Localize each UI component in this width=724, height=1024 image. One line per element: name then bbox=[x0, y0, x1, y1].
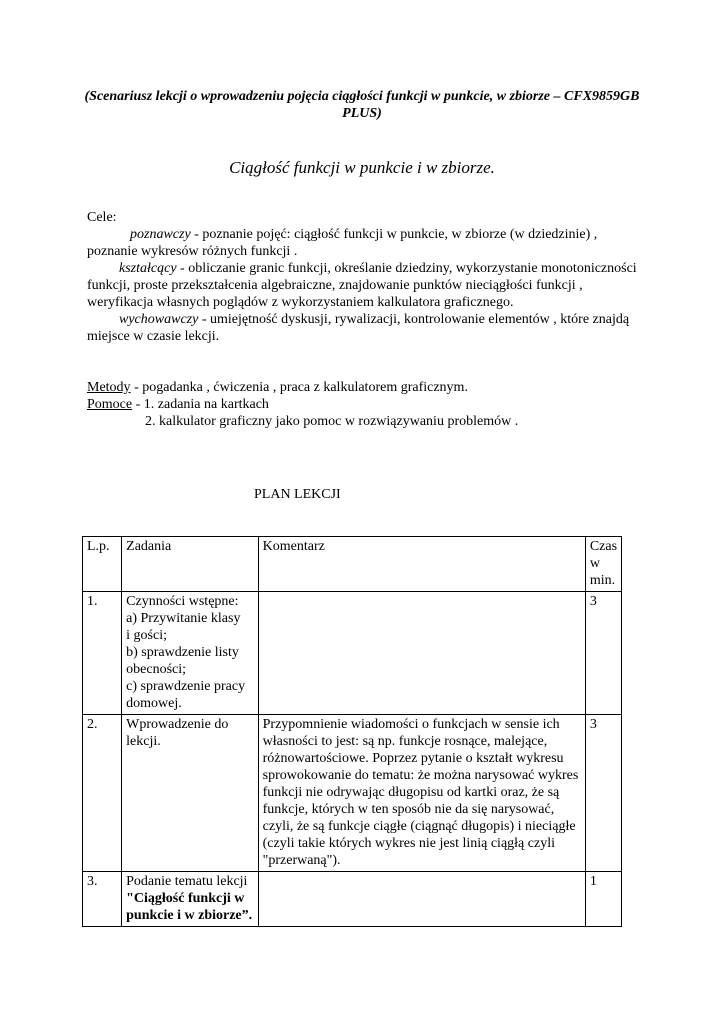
header-tasks: Zadania bbox=[122, 537, 259, 592]
goal-forming-label: kształcący bbox=[119, 261, 177, 276]
goal-forming bbox=[87, 260, 647, 311]
document-title: Ciągłość funkcji w punkcie i w zbiorze. bbox=[229, 158, 495, 177]
table-row bbox=[83, 872, 622, 927]
goal-educational bbox=[87, 311, 647, 345]
row-comment bbox=[258, 872, 585, 927]
methods-label: Metody bbox=[87, 380, 131, 395]
methods-text: - pogadanka , ćwiczenia , praca z kalkulatorem graficznym. bbox=[130, 380, 468, 395]
row-tasks-topic: "Ciągłość funkcji w punkcie i w zbiorze”. bbox=[126, 891, 253, 923]
methods-section bbox=[87, 379, 647, 430]
goal-educational-label: wychowawczy bbox=[119, 312, 199, 327]
document-subtitle: (Scenariusz lekcji o wprowadzeniu pojęcia ciągłości funkcji w punkcie, w zbiorze – CFX9859GB PLUS) bbox=[84, 89, 640, 121]
goal-cognitive bbox=[87, 226, 647, 260]
header-time: Czas w min. bbox=[585, 537, 621, 592]
goal-educational-text: - umiejętność dyskusji, rywalizacji, kontrolowanie elementów , które znajdą miejsce w czasie lekcji. bbox=[87, 312, 630, 344]
row-comment bbox=[258, 592, 585, 715]
header-comment: Komentarz bbox=[258, 537, 585, 592]
row-tasks-plain: Podanie tematu lekcji bbox=[126, 874, 248, 889]
row-lp: 1. bbox=[83, 592, 122, 715]
row-lp: 2. bbox=[83, 715, 122, 872]
header-lp: L.p. bbox=[83, 537, 122, 592]
table-row bbox=[83, 715, 622, 872]
row-tasks bbox=[122, 872, 259, 927]
aids-item-2: 2. kalkulator graficzny jako pomoc w rozwiązywaniu problemów . bbox=[145, 414, 519, 429]
goal-forming-text: - obliczanie granic funkcji, określanie dziedziny, wykorzystanie monotoniczności funkcji, proste przekształcenia algebraiczne, znajdowanie punktów nieciągłości funkcji , weryfikacja własnych poglądów z wykorzystaniem kalkulatora graficznego. bbox=[87, 261, 637, 310]
row-time: 3 bbox=[585, 592, 621, 715]
goals-section bbox=[87, 209, 647, 345]
row-comment: Przypomnienie wiadomości o funkcjach w sensie ich własności to jest: są np. funkcje rosnące, malejące, różnowartościowe. Poprzez pytanie o kształt wykresu sprowokowanie do tematu: że można narysować wykres funkcji nie odrywając długopisu od kartki oraz, że są funkcje, których w ten sposób nie da się narysować, czyli, że są funkcje ciągłe (ciągnąć długopis) i nieciągłe (czyli takie których wykres nie jest linią ciągłą czyli "przerwaną"). bbox=[258, 715, 585, 872]
aids-line bbox=[87, 396, 647, 413]
goal-cognitive-text: - poznanie pojęć: ciągłość funkcji w punkcie, w zbiorze (w dziedzinie) , poznanie wykresów różnych funkcji . bbox=[87, 227, 598, 259]
row-time: 3 bbox=[585, 715, 621, 872]
methods-line bbox=[87, 379, 647, 396]
table-header-row bbox=[83, 537, 622, 592]
row-tasks: Czynności wstępne: a) Przywitanie klasy i gości; b) sprawdzenie listy obecności; c) sprawdzenie pracy domowej. bbox=[122, 592, 259, 715]
aids-label: Pomoce bbox=[87, 397, 133, 412]
goals-heading: Cele: bbox=[87, 210, 117, 225]
row-tasks: Wprowadzenie do lekcji. bbox=[122, 715, 259, 872]
table-row bbox=[83, 592, 622, 715]
lesson-plan-table bbox=[82, 536, 622, 927]
aids-text: - 1. zadania na kartkach bbox=[132, 397, 269, 412]
plan-title: PLAN LEKCJI bbox=[254, 487, 341, 502]
row-lp: 3. bbox=[83, 872, 122, 927]
row-time: 1 bbox=[585, 872, 621, 927]
goal-cognitive-label: poznawczy bbox=[130, 227, 191, 242]
